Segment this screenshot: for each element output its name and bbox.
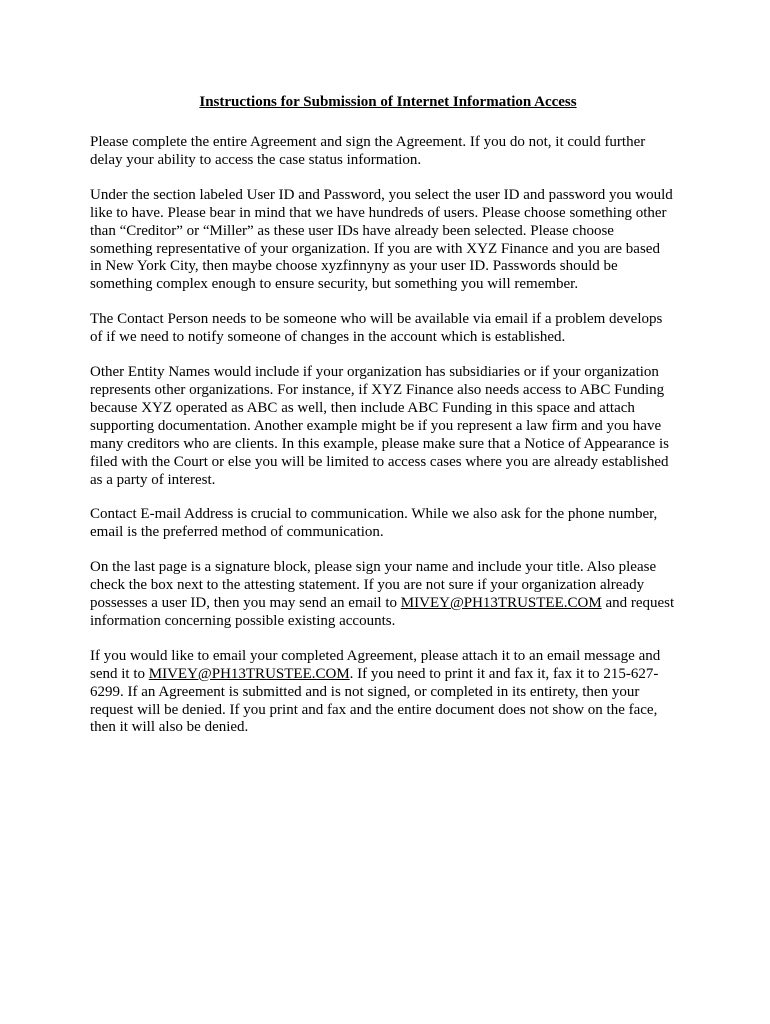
text-line: because XYZ operated as ABC as well, then include ABC Funding in this space and attach: [90, 399, 635, 416]
paragraph-complete-agreement: [90, 134, 686, 170]
paragraph-email-submission: [90, 648, 686, 738]
text-segment: and request: [601, 595, 675, 612]
text-line: many creditors who are clients. In this example, please make sure that a Notice of Appearance is: [90, 435, 669, 452]
text-line: email is the preferred method of communication.: [90, 524, 384, 541]
text-line: Other Entity Names would include if your organization has subsidiaries or if your organization: [90, 364, 659, 381]
text-line: Contact E-mail Address is crucial to communication. While we also ask for the phone number,: [90, 506, 658, 523]
text-segment: send it to: [90, 665, 149, 682]
email-link[interactable]: MIVEY@PH13TRUSTEE.COM: [148, 665, 350, 682]
text-segment: . If you need to print it and fax it, fax it to 215-627-: [349, 665, 659, 682]
email-link[interactable]: MIVEY@PH13TRUSTEE.COM: [400, 595, 602, 612]
paragraph-signature-block: [90, 559, 686, 631]
text-line: filed with the Court or else you will be limited to access cases where you are already established: [90, 453, 669, 470]
text-line: If you would like to email your completed Agreement, please attach it to an email message and: [90, 647, 661, 664]
document-body: [90, 93, 686, 754]
text-line: then it will also be denied.: [90, 719, 249, 736]
text-line: than “Creditor” or “Miller” as these user IDs have already been selected. Please choose: [90, 222, 614, 239]
text-line: in New York City, then maybe choose xyzfinnyny as your user ID. Passwords should be: [90, 258, 618, 275]
text-line: request will be denied. If you print and fax and the entire document does not show on the face,: [90, 701, 658, 718]
text-line: of if we need to notify someone of changes in the account which is established.: [90, 329, 566, 346]
text-line: information concerning possible existing accounts.: [90, 612, 396, 629]
document-title: Instructions for Submission of Internet Information Access: [199, 94, 577, 110]
text-line: like to have. Please bear in mind that we have hundreds of users. Please choose something other: [90, 204, 667, 221]
text-line: Under the section labeled User ID and Password, you select the user ID and password you would: [90, 186, 673, 203]
text-line: 6299. If an Agreement is submitted and is not signed, or completed in its entirety, then your: [90, 683, 640, 700]
paragraph-user-id-password: [90, 187, 686, 294]
text-segment: possesses a user ID, then you may send an email to: [90, 595, 401, 612]
text-line: Please complete the entire Agreement and sign the Agreement. If you do not, it could further: [90, 134, 646, 150]
paragraph-contact-person: [90, 311, 686, 347]
text-line: represents other organizations. For instance, if XYZ Finance also needs access to ABC Funding: [90, 381, 665, 398]
paragraph-other-entity-names: [90, 364, 686, 489]
text-line: The Contact Person needs to be someone who will be available via email if a problem develops: [90, 311, 663, 328]
text-line: [90, 595, 686, 613]
text-line: delay your ability to access the case status information.: [90, 151, 422, 168]
text-line: something representative of your organization. If you are with XYZ Finance and you are based: [90, 240, 660, 257]
text-line: supporting documentation. Another example might be if you represent a law firm and you have: [90, 417, 662, 434]
text-line: as a party of interest.: [90, 471, 216, 488]
text-line: something complex enough to ensure security, but something you will remember.: [90, 276, 579, 293]
text-line: On the last page is a signature block, please sign your name and include your title. Also please: [90, 559, 657, 576]
text-line: check the box next to the attesting statement. If you are not sure if your organization already: [90, 577, 645, 594]
paragraph-contact-email: [90, 506, 686, 542]
text-line: [90, 666, 686, 684]
